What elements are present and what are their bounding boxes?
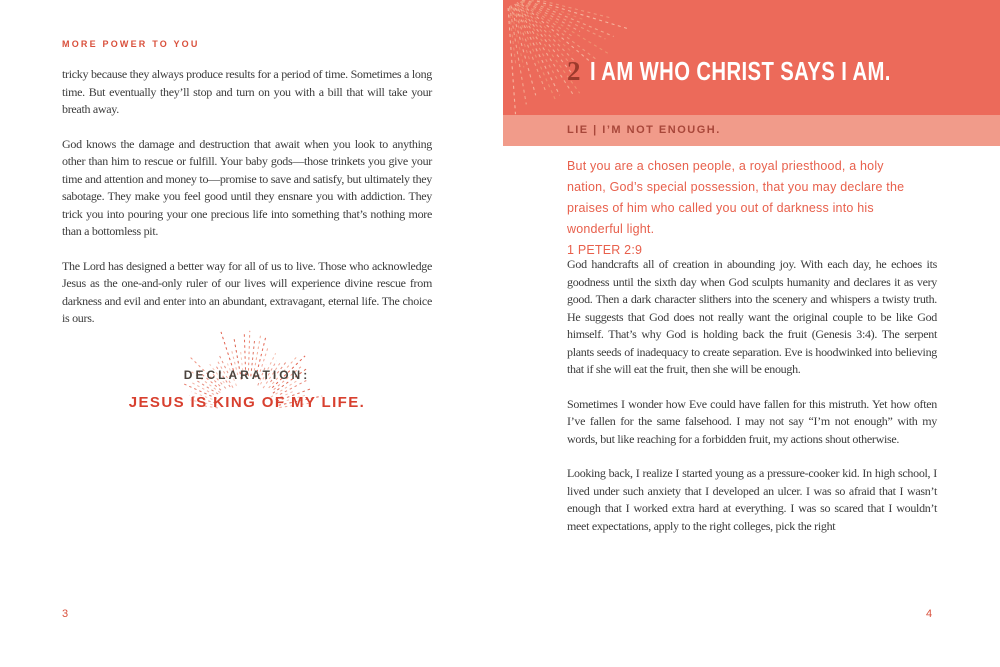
- body-paragraph: God knows the damage and destruction that await when you look to anything other than him to rescue or fulfill. Your baby gods—those trinkets you give your time and attention and money to—promise to save and satisfy, but ultimately they sabotage. They make you feel good until they ensnare you with addiction. They trick you into pouring your one precious life into something that’s nothing more than a bottomless pit.: [62, 136, 432, 238]
- body-paragraph: tricky because they always produce results for a period of time. Sometimes a long time. But eventually they’ll stop and turn on you with a bill that will take your breath away.: [62, 67, 432, 116]
- lie-band: [503, 115, 1000, 146]
- page-number-right: 4: [926, 608, 933, 620]
- chapter-title-row: [567, 56, 975, 87]
- chapter-header: [503, 0, 1000, 115]
- body-paragraph: God handcrafts all of creation in abounding joy. With each day, he echoes its goodness until the sixth day when God sculpts humanity and declares it as very good. Then a dark character slithers into the scenery and whispers a twisty truth. He suggests that God does not really want the original couple to be like God himself. That’s why God is holding back the fruit (Genesis 3:4). The serpent plants seeds of inadequacy to create separation. Eve is hoodwinked into believing that if she will eat the fruit, then she will be enough.: [567, 257, 937, 376]
- right-body-text: [567, 256, 937, 552]
- left-body-text: [62, 66, 432, 345]
- body-paragraph: The Lord has designed a better way for all of us to live. Those who acknowledge Jesus as the one-and-only ruler of our lives will experience divine rescue from darkness and evil and enter into an abundant, extravagant, eternal life. The choice is ours.: [62, 258, 432, 325]
- chapter-number: 2: [567, 56, 581, 86]
- body-paragraph: Sometimes I wonder how Eve could have fallen for this mistruth. Yet how often I’ve fallen for the same falsehood. I may not say “I’m not enough” with my words, but like reaching for a forbidden fruit, my actions shout otherwise.: [567, 396, 937, 446]
- declaration-label: DECLARATION:: [183, 368, 311, 382]
- declaration-block: [62, 330, 432, 411]
- scripture-quote: [567, 156, 915, 261]
- declaration-text: JESUS IS KING OF MY LIFE.: [128, 394, 366, 411]
- page-number-left: 3: [62, 608, 69, 620]
- scripture-text: But you are a chosen people, a royal priesthood, a holy nation, God’s special possession, that you may declare the praises of him who called you out of darkness into his wonderful light.: [567, 159, 905, 236]
- chapter-title: I AM WHO CHRIST SAYS I AM.: [589, 56, 891, 86]
- scripture-reference: 1 PETER 2:9: [567, 243, 643, 257]
- lie-statement: LIE | I’M NOT ENOUGH.: [567, 124, 721, 136]
- body-paragraph: Looking back, I realize I started young as a pressure-cooker kid. In high school, I lived under such anxiety that I developed an ulcer. I was so afraid that I wasn’t enough that I worked extra hard at everything. I was so scared that I wouldn’t meet expectations, apply to the right colleges, pick the right: [567, 466, 937, 533]
- running-header: MORE POWER TO YOU: [62, 39, 200, 49]
- right-page: [500, 0, 1000, 667]
